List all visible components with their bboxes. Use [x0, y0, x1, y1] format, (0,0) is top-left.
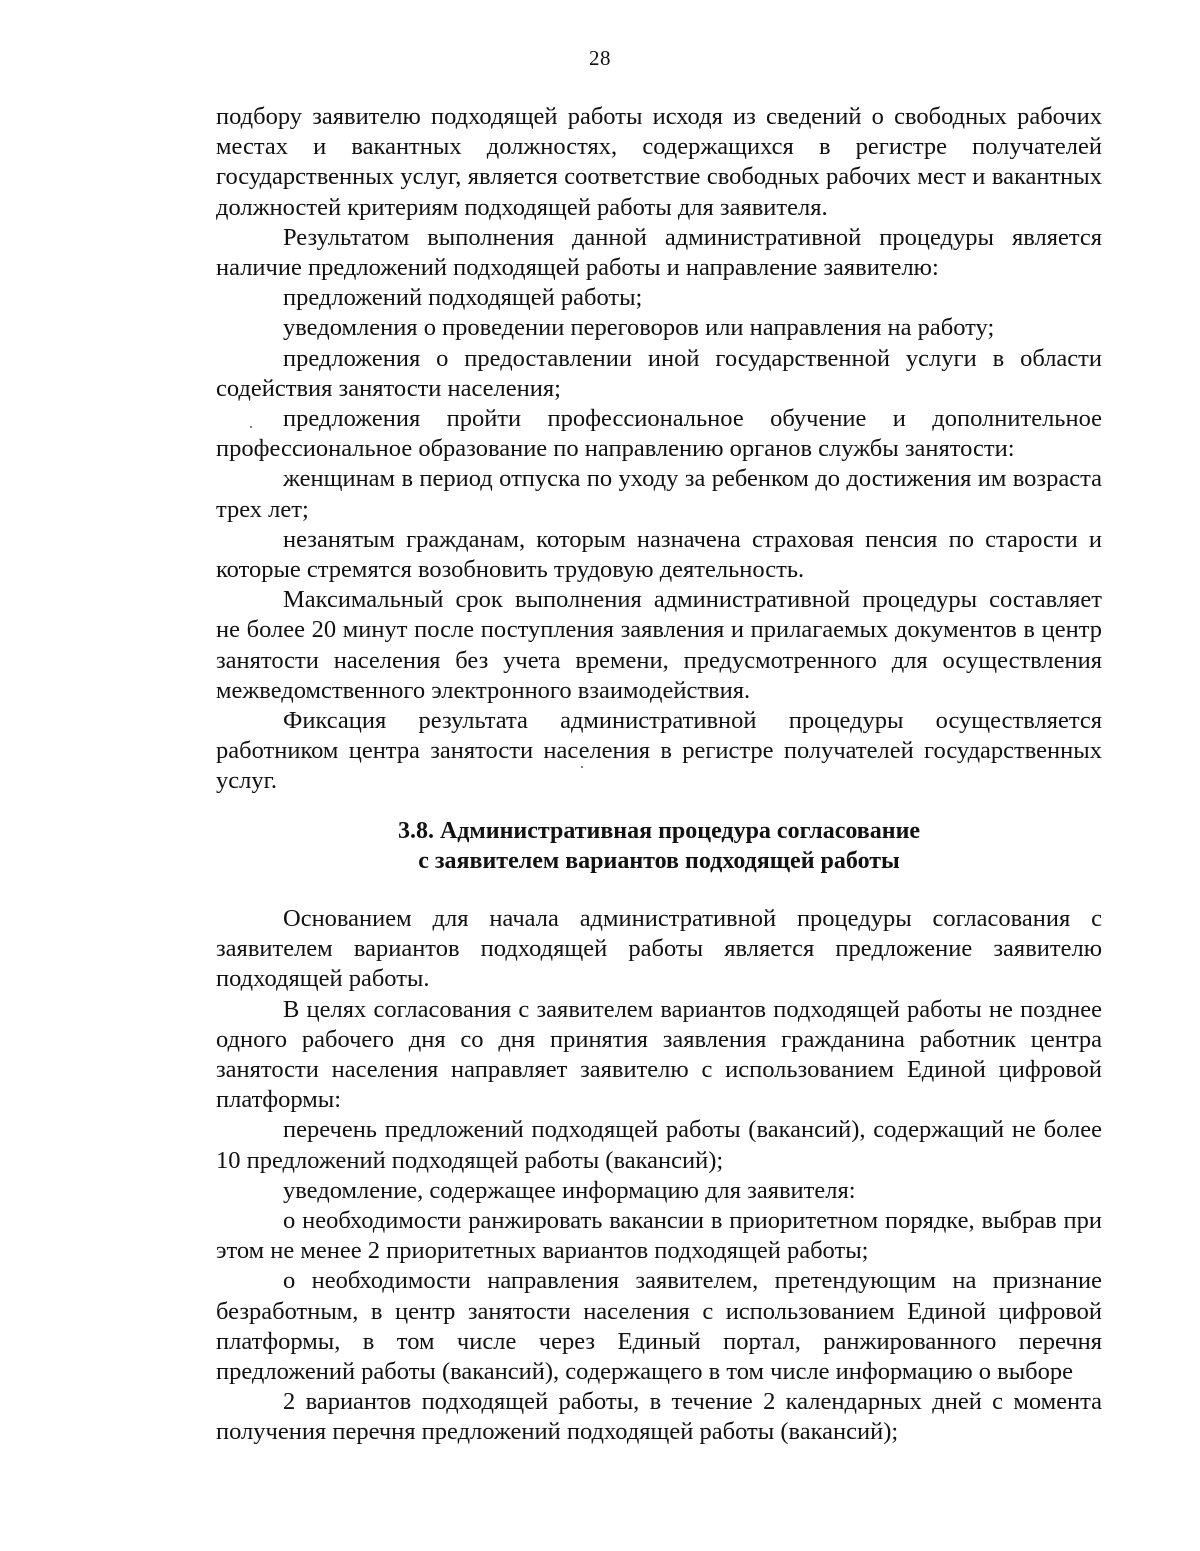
- paragraph: Основанием для начала административной процедуры согласования с заявителем вариантов подходящей работы является предложение заявителю подходящей работы.: [216, 905, 1102, 993]
- list-item: предложения пройти профессиональное обучение и дополнительное профессиональное образование по направлению органов службы занятости:: [216, 405, 1102, 463]
- paragraph: Максимальный срок выполнения административной процедуры составляет не более 20 минут после поступления заявления и прилагаемых документов в центр занятости населения без учета времени, предусмотренного для осуществления межведомственного электронного взаимодействия.: [216, 586, 1102, 704]
- list-item: уведомления о проведении переговоров или направления на работу;: [283, 314, 995, 342]
- list-item: женщинам в период отпуска по уходу за ребенком до достижения им возраста трех лет;: [216, 465, 1102, 523]
- list-item: предложений подходящей работы;: [283, 284, 643, 312]
- list-item: о необходимости направления заявителем, претендующим на признание безработным, в центр занятости населения с использованием Единой цифровой платформы, в том числе через Единый портал, ранжированного перечня предложений работы (вакансий), содержащего в том числе информацию о выборе: [216, 1267, 1102, 1386]
- scan-speck: [250, 426, 252, 428]
- list-item: перечень предложений подходящей работы (вакансий), содержащий не более 10 предложений подходящей работы (вакансий);: [216, 1116, 1102, 1174]
- paragraph: подбору заявителю подходящей работы исходя из сведений о свободных рабочих местах и вакантных должностях, содержащихся в регистре получателей государственных услуг, является соответствие свободных рабочих мест и вакантных должностей критериям подходящей работы для заявителя.: [216, 103, 1102, 221]
- text-block-section-body: [216, 904, 1102, 1448]
- list-item: предложения о предоставлении иной государственной услуги в области содействия занятости населения;: [216, 344, 1102, 402]
- page-number: 28: [589, 46, 611, 70]
- paragraph: Результатом выполнения данной административной процедуры является наличие предложений подходящей работы и направление заявителю:: [216, 223, 1102, 282]
- paragraph: В целях согласования с заявителем вариантов подходящей работы не позднее одного рабочего дня со дня принятия заявления гражданина работник центра занятости населения направляет заявителю с использованием Единой цифровой платформы:: [216, 995, 1102, 1114]
- list-item: незанятым гражданам, которым назначена страховая пенсия по старости и которые стремятся возобновить трудовую деятельность.: [216, 525, 1102, 584]
- list-item: 2 вариантов подходящей работы, в течение 2 календарных дней с момента получения перечня предложений подходящей работы (вакансий);: [216, 1388, 1102, 1446]
- section-heading-line-2: с заявителем вариантов подходящей работы: [418, 848, 900, 874]
- list-item: уведомление, содержащее информацию для заявителя:: [283, 1176, 856, 1204]
- section-heading: [216, 816, 1102, 876]
- paragraph: Фиксация результата административной процедуры осуществляется работником центра занятости населения в регистре получателей государственных услуг.: [216, 707, 1102, 795]
- section-heading-line-1: 3.8. Административная процедура согласование: [397, 818, 921, 844]
- text-block-before-section: [216, 102, 1102, 797]
- scan-speck: [581, 766, 583, 768]
- list-item: о необходимости ранжировать вакансии в приоритетном порядке, выбрав при этом не менее 2 приоритетных вариантов подходящей работы;: [216, 1207, 1102, 1265]
